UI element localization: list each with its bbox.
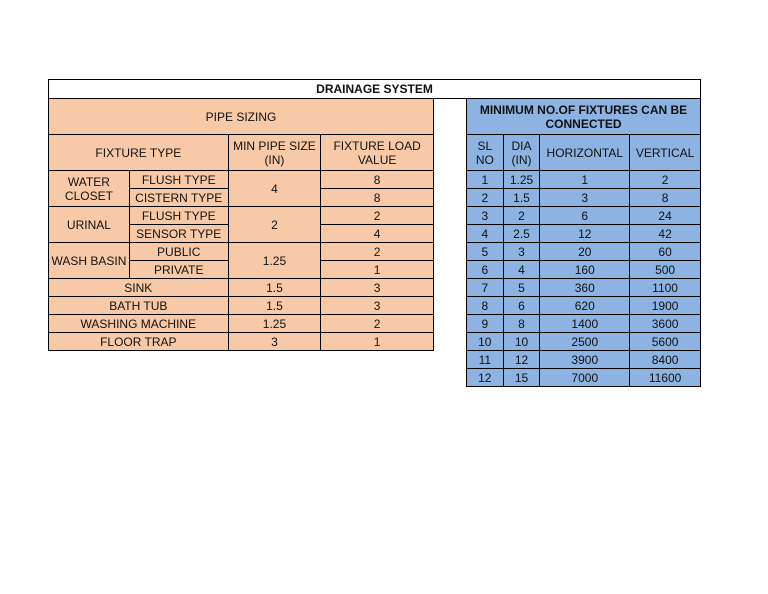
pipe-sizing-heading: PIPE SIZING: [49, 99, 434, 135]
dia-cell: 15: [503, 369, 540, 387]
horizontal-cell: 20: [540, 243, 630, 261]
page-title: DRAINAGE SYSTEM: [48, 79, 701, 99]
fixture-name: BATH TUB: [49, 297, 229, 315]
sl-cell: 11: [467, 351, 504, 369]
vertical-cell: 8: [630, 189, 701, 207]
pipe-size: 1.5: [228, 297, 321, 315]
load-urinal-sensor: 4: [321, 225, 434, 243]
pipe-size: 1.25: [228, 315, 321, 333]
dia-cell: 1.25: [503, 171, 540, 189]
table-row: [467, 261, 701, 279]
pipe-wb: 1.25: [228, 243, 321, 279]
vertical-cell: 2: [630, 171, 701, 189]
sl-cell: 9: [467, 315, 504, 333]
horizontal-cell: 3: [540, 189, 630, 207]
vertical-cell: 8400: [630, 351, 701, 369]
load-value: 3: [321, 297, 434, 315]
sl-cell: 6: [467, 261, 504, 279]
fixture-urinal-sensor: SENSOR TYPE: [129, 225, 228, 243]
horizontal-cell: 6: [540, 207, 630, 225]
vertical-cell: 42: [630, 225, 701, 243]
load-wb-private: 1: [321, 261, 434, 279]
group-wash-basin: WASH BASIN: [49, 243, 130, 279]
horizontal-cell: 1: [540, 171, 630, 189]
load-wc-flush: 8: [321, 171, 434, 189]
col-fixture-load: FIXTURE LOAD VALUE: [321, 135, 434, 171]
fixture-name: FLOOR TRAP: [49, 333, 229, 351]
dia-cell: 5: [503, 279, 540, 297]
sl-cell: 12: [467, 369, 504, 387]
load-wc-cistern: 8: [321, 189, 434, 207]
table-row: [467, 207, 701, 225]
table-row: [49, 297, 434, 315]
load-value: 3: [321, 279, 434, 297]
pipe-urinal: 2: [228, 207, 321, 243]
vertical-cell: 1900: [630, 297, 701, 315]
vertical-cell: 5600: [630, 333, 701, 351]
sl-cell: 8: [467, 297, 504, 315]
vertical-cell: 3600: [630, 315, 701, 333]
fixtures-heading: MINIMUM NO.OF FIXTURES CAN BE CONNECTED: [467, 99, 701, 135]
pipe-size: 1.5: [228, 279, 321, 297]
col-sl-no: SL NO: [467, 135, 504, 171]
sl-cell: 3: [467, 207, 504, 225]
col-horizontal: HORIZONTAL: [540, 135, 630, 171]
fixture-wb-private: PRIVATE: [129, 261, 228, 279]
vertical-cell: 11600: [630, 369, 701, 387]
col-dia: DIA (IN): [503, 135, 540, 171]
sl-cell: 4: [467, 225, 504, 243]
table-row: [467, 171, 701, 189]
load-value: 1: [321, 333, 434, 351]
table-row: [467, 225, 701, 243]
horizontal-cell: 3900: [540, 351, 630, 369]
horizontal-cell: 620: [540, 297, 630, 315]
table-row: [467, 189, 701, 207]
group-water-closet: WATER CLOSET: [49, 171, 130, 207]
col-vertical: VERTICAL: [630, 135, 701, 171]
table-row: [467, 243, 701, 261]
dia-cell: 4: [503, 261, 540, 279]
table-row: [467, 279, 701, 297]
dia-cell: 8: [503, 315, 540, 333]
col-min-pipe-size: MIN PIPE SIZE (IN): [228, 135, 321, 171]
load-urinal-flush: 2: [321, 207, 434, 225]
sl-cell: 2: [467, 189, 504, 207]
dia-cell: 6: [503, 297, 540, 315]
vertical-cell: 60: [630, 243, 701, 261]
dia-cell: 10: [503, 333, 540, 351]
table-row: [467, 333, 701, 351]
fixtures-table: [466, 98, 701, 387]
fixture-name: WASHING MACHINE: [49, 315, 229, 333]
horizontal-cell: 1400: [540, 315, 630, 333]
pipe-wc: 4: [228, 171, 321, 207]
horizontal-cell: 7000: [540, 369, 630, 387]
vertical-cell: 24: [630, 207, 701, 225]
fixture-wc-flush: FLUSH TYPE: [129, 171, 228, 189]
table-row: [467, 297, 701, 315]
table-row: [467, 315, 701, 333]
dia-cell: 2.5: [503, 225, 540, 243]
vertical-cell: 500: [630, 261, 701, 279]
group-urinal: URINAL: [49, 207, 130, 243]
dia-cell: 1.5: [503, 189, 540, 207]
vertical-cell: 1100: [630, 279, 701, 297]
table-row: [467, 369, 701, 387]
pipe-size: 3: [228, 333, 321, 351]
fixture-urinal-flush: FLUSH TYPE: [129, 207, 228, 225]
sl-cell: 1: [467, 171, 504, 189]
fixture-wb-public: PUBLIC: [129, 243, 228, 261]
sl-cell: 7: [467, 279, 504, 297]
horizontal-cell: 12: [540, 225, 630, 243]
load-value: 2: [321, 315, 434, 333]
dia-cell: 3: [503, 243, 540, 261]
pipe-sizing-table: [48, 98, 434, 351]
sl-cell: 5: [467, 243, 504, 261]
fixture-wc-cistern: CISTERN TYPE: [129, 189, 228, 207]
table-row: [49, 279, 434, 297]
horizontal-cell: 160: [540, 261, 630, 279]
horizontal-cell: 360: [540, 279, 630, 297]
table-row: [49, 333, 434, 351]
dia-cell: 12: [503, 351, 540, 369]
table-row: [467, 351, 701, 369]
dia-cell: 2: [503, 207, 540, 225]
table-row: [49, 315, 434, 333]
col-fixture-type: FIXTURE TYPE: [49, 135, 229, 171]
sl-cell: 10: [467, 333, 504, 351]
fixture-name: SINK: [49, 279, 229, 297]
load-wb-public: 2: [321, 243, 434, 261]
horizontal-cell: 2500: [540, 333, 630, 351]
